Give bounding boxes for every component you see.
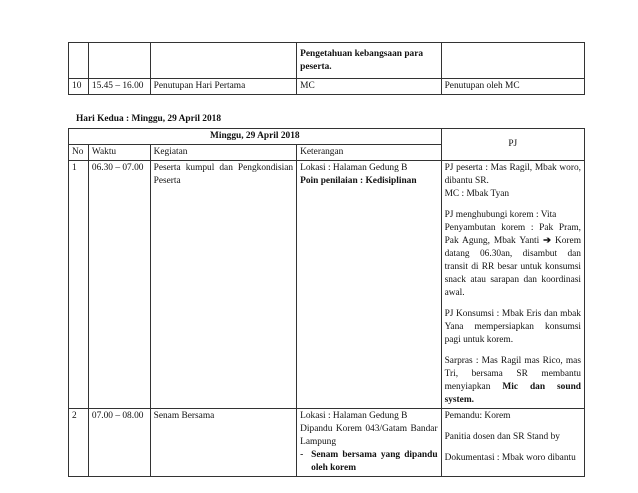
- ket-poin: Poin penilaian : Kedisiplinan: [300, 176, 417, 186]
- ket-text: peserta.: [300, 61, 332, 72]
- row-time: 15.45 – 16.00: [88, 79, 150, 95]
- table-row: [69, 409, 585, 477]
- pj-line: Pemandu: Korem: [444, 411, 511, 421]
- table-header-row: [69, 129, 585, 145]
- row-time: 07.00 – 08.00: [88, 409, 150, 477]
- ket-text: Pengetahuan kebangsaan para: [300, 48, 424, 59]
- table-cell: [441, 43, 584, 79]
- row-time: 06.30 – 07.00: [88, 161, 150, 409]
- ket-dipandu: Dipandu Korem 043/Gatam Bandar Lampung: [300, 424, 438, 447]
- ket-bullet-text: Senam bersama yang dipandu oleh korem: [311, 450, 438, 473]
- pj-line: PJ menghubungi korem : Vita: [444, 210, 557, 220]
- row-ket: [297, 161, 441, 409]
- row-ket: [297, 409, 441, 477]
- col-header-no: No: [69, 145, 89, 161]
- table-row: [69, 79, 585, 95]
- row-number: 2: [69, 409, 89, 477]
- row-ket: MC: [297, 79, 441, 95]
- pj-line: MC : Mbak Tyan: [444, 189, 510, 199]
- schedule-table-day1-continuation: [68, 42, 585, 95]
- pj-line: [445, 222, 581, 300]
- ket-bullet: [300, 449, 437, 475]
- table-row: [69, 161, 585, 409]
- row-pj: [441, 161, 584, 409]
- row-number: 10: [69, 79, 89, 95]
- col-header-activity: Kegiatan: [150, 145, 297, 161]
- ket-lokasi: Lokasi : Halaman Gedung B: [300, 163, 408, 173]
- row-pj: Penutupan oleh MC: [441, 79, 584, 95]
- schedule-table-day2: [68, 128, 585, 477]
- row-activity: Peserta kumpul dan Pengkondisian Peserta: [150, 161, 297, 409]
- row-activity: Penutupan Hari Pertama: [150, 79, 297, 95]
- pj-text-bold: Mic dan sound system.: [444, 382, 581, 405]
- day2-heading: Hari Kedua : Minggu, 29 April 2018: [76, 114, 222, 124]
- row-activity: Senam Bersama: [150, 409, 297, 477]
- table-row: [69, 43, 585, 79]
- table-cell: [69, 43, 89, 79]
- dash-bullet-icon: -: [300, 450, 304, 460]
- table-cell: [150, 43, 297, 79]
- pj-line: PJ Konsumsi : Mbak Eris dan mbak Yana mempersiapkan konsumsi pagi untuk korem.: [444, 309, 581, 345]
- pj-header: PJ: [441, 129, 584, 161]
- pj-line: PJ peserta : Mas Ragil, Mbak woro, dibantu SR.: [444, 163, 581, 186]
- right-arrow-icon: ➔: [543, 236, 552, 246]
- date-header: Minggu, 29 April 2018: [69, 129, 442, 145]
- pj-text: Penyambutan korem : Pak Pram, Pak Agung, Mbak Yanti: [444, 223, 581, 246]
- row-number: 1: [69, 161, 89, 409]
- pj-line: Dokumentasi : Mbak woro dibantu: [444, 453, 576, 463]
- row-pj: [441, 409, 584, 477]
- col-header-time: Waktu: [88, 145, 150, 161]
- table-cell: [297, 43, 441, 79]
- pj-text: Korem datang 06.30an, disambut dan transit di RR besar untuk konsumsi snack atau sarapan dan koordinasi awal.: [444, 236, 581, 298]
- pj-text: Sarpras : Mas Ragil mas Rico, mas Tri, bersama SR membantu menyiapkan: [444, 356, 581, 392]
- ket-lokasi: Lokasi : Halaman Gedung B: [300, 411, 408, 421]
- col-header-ket: Keterangan: [297, 145, 441, 161]
- pj-line: Panitia dosen dan SR Stand by: [444, 432, 560, 442]
- table-cell: [88, 43, 150, 79]
- pj-line: [445, 355, 581, 407]
